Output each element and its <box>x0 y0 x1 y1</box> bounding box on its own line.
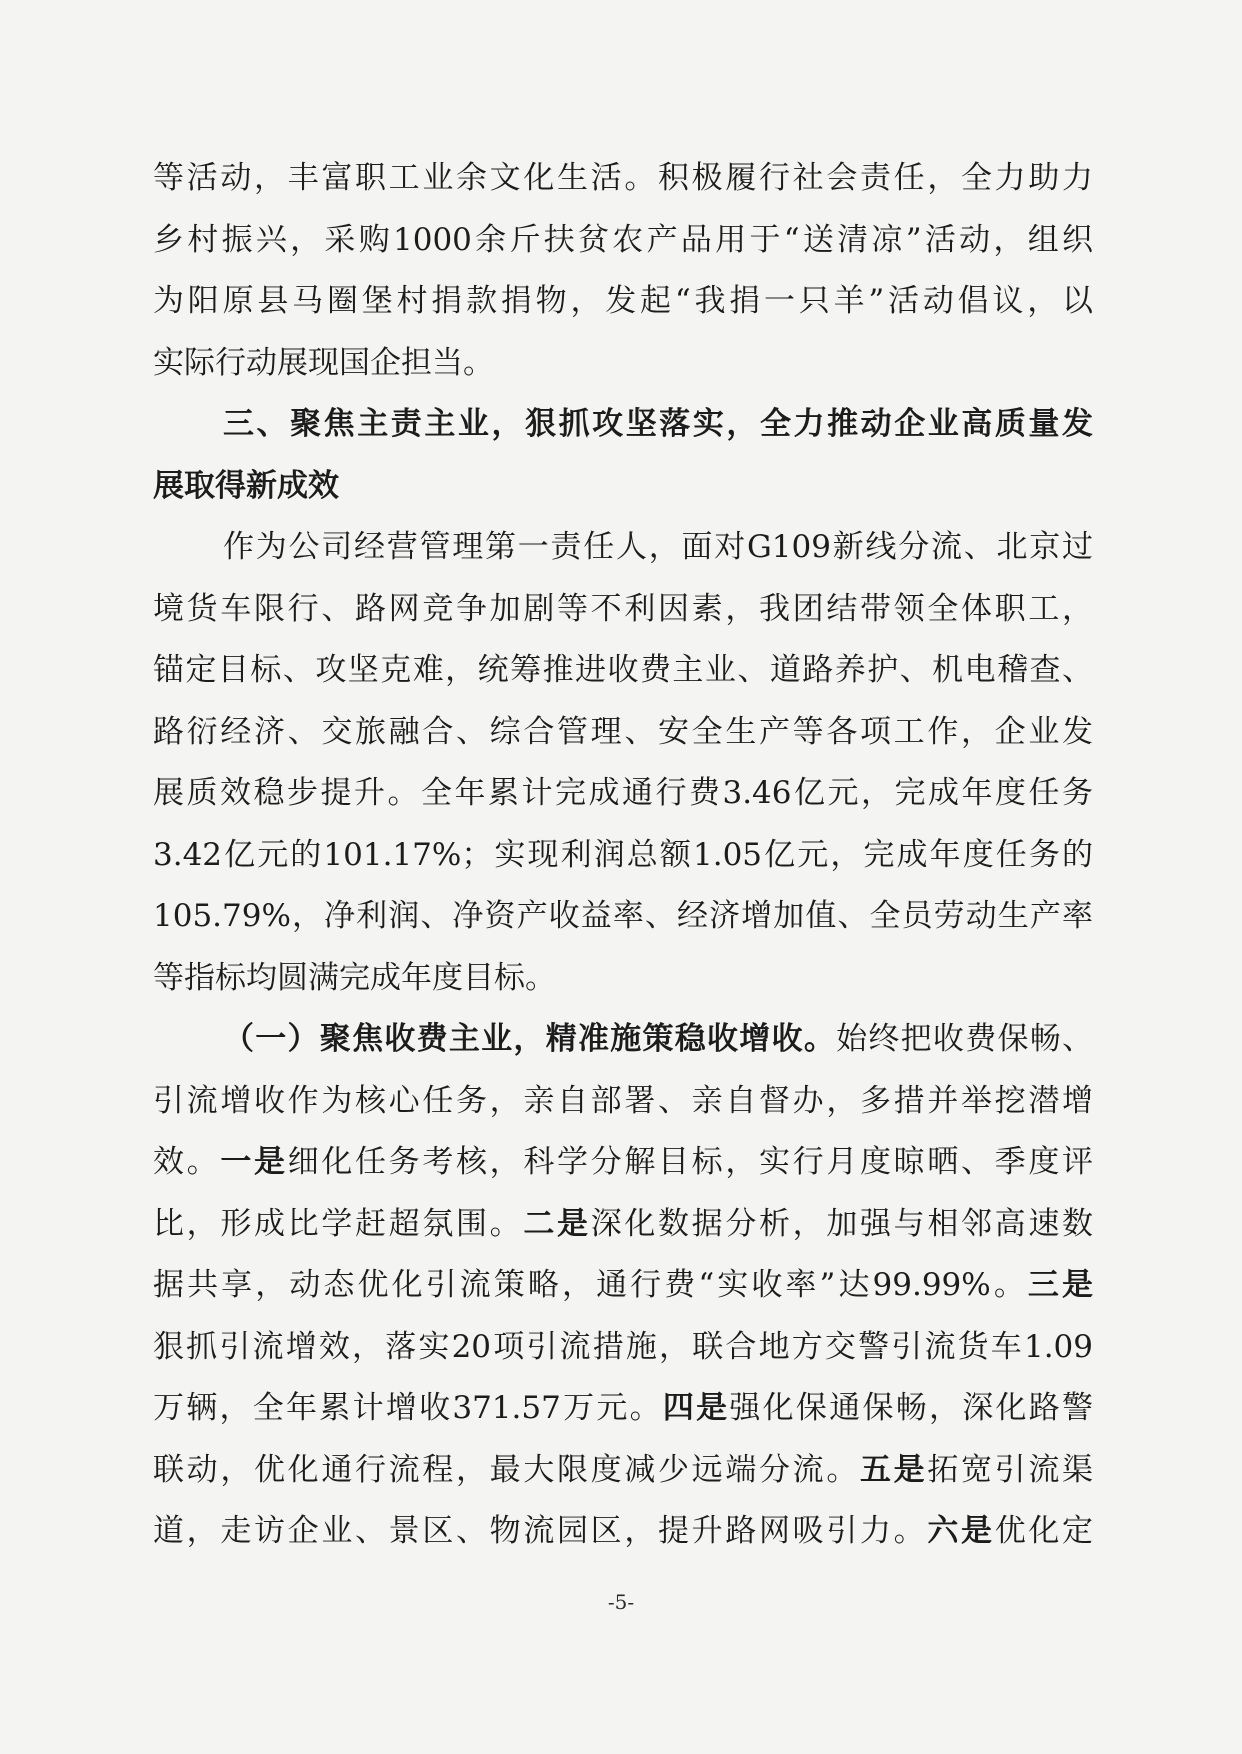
text-span: 效。 <box>153 1144 221 1180</box>
text-span: 始终把收费保畅、 <box>836 1021 1094 1057</box>
text-line <box>153 1378 1093 1440</box>
ordinal-marker: 三是 <box>1027 1267 1094 1303</box>
text-line: 等活动，丰富职工业余文化生活。积极履行社会责任，全力助力 <box>153 160 1093 196</box>
text-line: 境货车限行、路网竞争加剧等不利因素，我团结带领全体职工， <box>153 590 1093 627</box>
text-line: 引流增收作为核心任务，亲自部署、亲自督办，多措并举挖潜增 <box>153 1082 1093 1119</box>
page-number: -5- <box>607 1590 635 1614</box>
text-line: 乡村振兴，采购1000余斤扶贫农产品用于“送清凉”活动，组织 <box>153 221 1093 258</box>
text-span: 比，形成比学赶超氛围。 <box>153 1205 524 1242</box>
text-line: 狠抓引流增效，落实20项引流措施，联合地方交警引流货车1.09 <box>153 1328 1093 1365</box>
text-line <box>153 1440 1093 1502</box>
text-line: 105.79%，净利润、净资产收益率、经济增加值、全员劳动生产率 <box>153 898 1093 934</box>
text-line: 路衍经济、交旅融合、综合管理、安全生产等各项工作，企业发 <box>153 713 1093 750</box>
text-span: 联动，优化通行流程，最大限度减少远端分流。 <box>153 1451 860 1488</box>
ordinal-marker: 一是 <box>220 1144 288 1180</box>
section-heading-line-1: 三、聚焦主责主业，狠抓攻坚落实，全力推动企业高质量发 <box>223 406 1093 442</box>
text-line <box>153 1255 1093 1317</box>
text-span: 拓宽引流渠 <box>927 1451 1094 1488</box>
subsection-heading: （一）聚焦收费主业，精准施策稳收增收。 <box>223 1021 837 1057</box>
ordinal-marker: 五是 <box>860 1451 928 1488</box>
text-span: 深化数据分析，加强与相邻高速数 <box>590 1205 1094 1242</box>
text-line <box>153 1132 1093 1194</box>
text-line: 实际行动展现国企担当。 <box>153 344 494 381</box>
ordinal-marker: 四是 <box>662 1390 730 1426</box>
text-line: 为阳原县马圈堡村捐款捐物，发起“我捐一只羊”活动倡议，以 <box>153 283 1093 319</box>
text-line: 锚定目标、攻坚克难，统筹推进收费主业、道路养护、机电稽查、 <box>153 652 1093 688</box>
text-span: 万辆，全年累计增收371.57万元。 <box>153 1390 663 1426</box>
text-span: 据共享，动态优化引流策略，通行费“实收率”达99.99%。 <box>153 1267 1028 1303</box>
section-heading-line-2: 展取得新成效 <box>153 467 339 504</box>
body-text <box>153 148 1093 1563</box>
ordinal-marker: 二是 <box>523 1205 591 1242</box>
text-line <box>153 1194 1093 1256</box>
text-span: 优化定 <box>994 1513 1094 1549</box>
text-span: 细化任务考核，科学分解目标，实行月度晾晒、季度评 <box>287 1144 1094 1180</box>
text-line: 3.42亿元的101.17%；实现利润总额1.05亿元，完成年度任务的 <box>153 836 1093 873</box>
ordinal-marker: 六是 <box>927 1513 995 1549</box>
text-line: 作为公司经营管理第一责任人，面对G109新线分流、北京过 <box>223 529 1093 565</box>
text-line: 等指标均圆满完成年度目标。 <box>153 959 556 996</box>
text-span: 强化保通保畅，深化路警 <box>729 1390 1094 1426</box>
text-line <box>153 1501 1093 1563</box>
text-span: 道，走访企业、景区、物流园区，提升路网吸引力。 <box>153 1513 928 1549</box>
subsection-line <box>153 1009 1093 1071</box>
text-line: 展质效稳步提升。全年累计完成通行费3.46亿元，完成年度任务 <box>153 775 1093 811</box>
